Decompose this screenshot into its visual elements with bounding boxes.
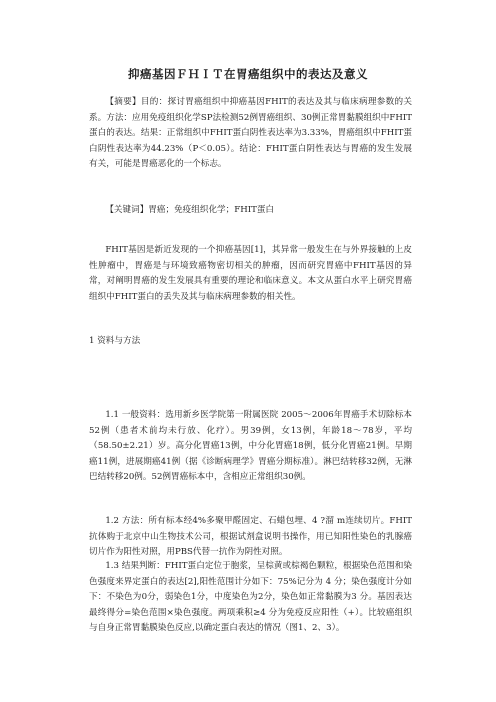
section-heading-methods: 1 资料与方法 [89, 336, 141, 346]
result-judgement-paragraph: 1.3 结果判断：FHIT蛋白定位于胞浆，呈棕黄或棕褐色颗粒，根据染色范围和染色强度来界定蛋白的表达[2],阳性范围计分如下：75%记分为 4 分；染色强度计分如下：不染色为0分，弱染色1分，中度染色为2分，染色如正常黏膜为3 分。基因表达最终得分=染色范围×染色强度。两项乘积≥4 分为免疫反应阳性（+）。比较癌组织与自身正常胃黏膜染色反应,以确定蛋白表达的情况（图1、2、3）。 [89, 561, 412, 633]
method-paragraph: 1.2 方法：所有标本经4%多聚甲醛固定、石蜡包埋、4 ?溜 m连续切片。FHIT抗体购于北京中山生物技术公司，根据试剂盒说明书操作，用已知阳性染色的乳腺癌切片作为阳性对照，用PBS代替一抗作为阴性对照。 [89, 516, 412, 557]
keywords-paragraph: 【关键词】胃癌；免疫组织化学；FHIT蛋白 [105, 205, 275, 215]
abstract-paragraph: 【摘要】目的：探讨胃癌组织中抑癌基因FHIT的表达及其与临床病理参数的关系。方法：应用免疫组织化学SP法检测52例胃癌组织、30例正常胃黏膜组织中FHIT蛋白的表达。结果：正常组织中FHIT蛋白阴性表达率为3.33%，胃癌组织中FHIT蛋白阴性表达率为44.23%（P＜0.05）。结论：FHIT蛋白阴性表达与胃癌的发生发展有关，可能是胃癌恶化的一个标志。 [89, 97, 412, 169]
general-data-paragraph: 1.1 一般资料：选用新乡医学院第一附属医院 2005～2006年胃癌手术切除标本52例（患者术前均未行放、化疗）。男39例，女13例，年龄18～78岁，平均（58.50±2.21）岁。高分化胃癌13例，中分化胃癌18例，低分化胃癌21例。早期癌11例，进展期癌41例（据《诊断病理学》胃癌分期标准）。淋巴结转移32例，无淋巴结转移20例。52例胃癌标本中，含相应正常组织30例。 [89, 410, 412, 482]
introduction-paragraph: FHIT基因是新近发现的一个抑癌基因[1]，其异常一般发生在与外界接触的上皮性肿瘤中，胃癌是与环境致癌物密切相关的肿瘤，因而研究胃癌中FHIT基因的异常，对阐明胃癌的发生发展具有重要的理论和临床意义。本文从蛋白水平上研究胃癌组织中FHIT蛋白的丢失及其与临床病理参数的相关性。 [89, 245, 412, 302]
paper-title: 抑癌基因ＦＨＩＴ在胃癌组织中的表达及意义 [128, 67, 368, 81]
